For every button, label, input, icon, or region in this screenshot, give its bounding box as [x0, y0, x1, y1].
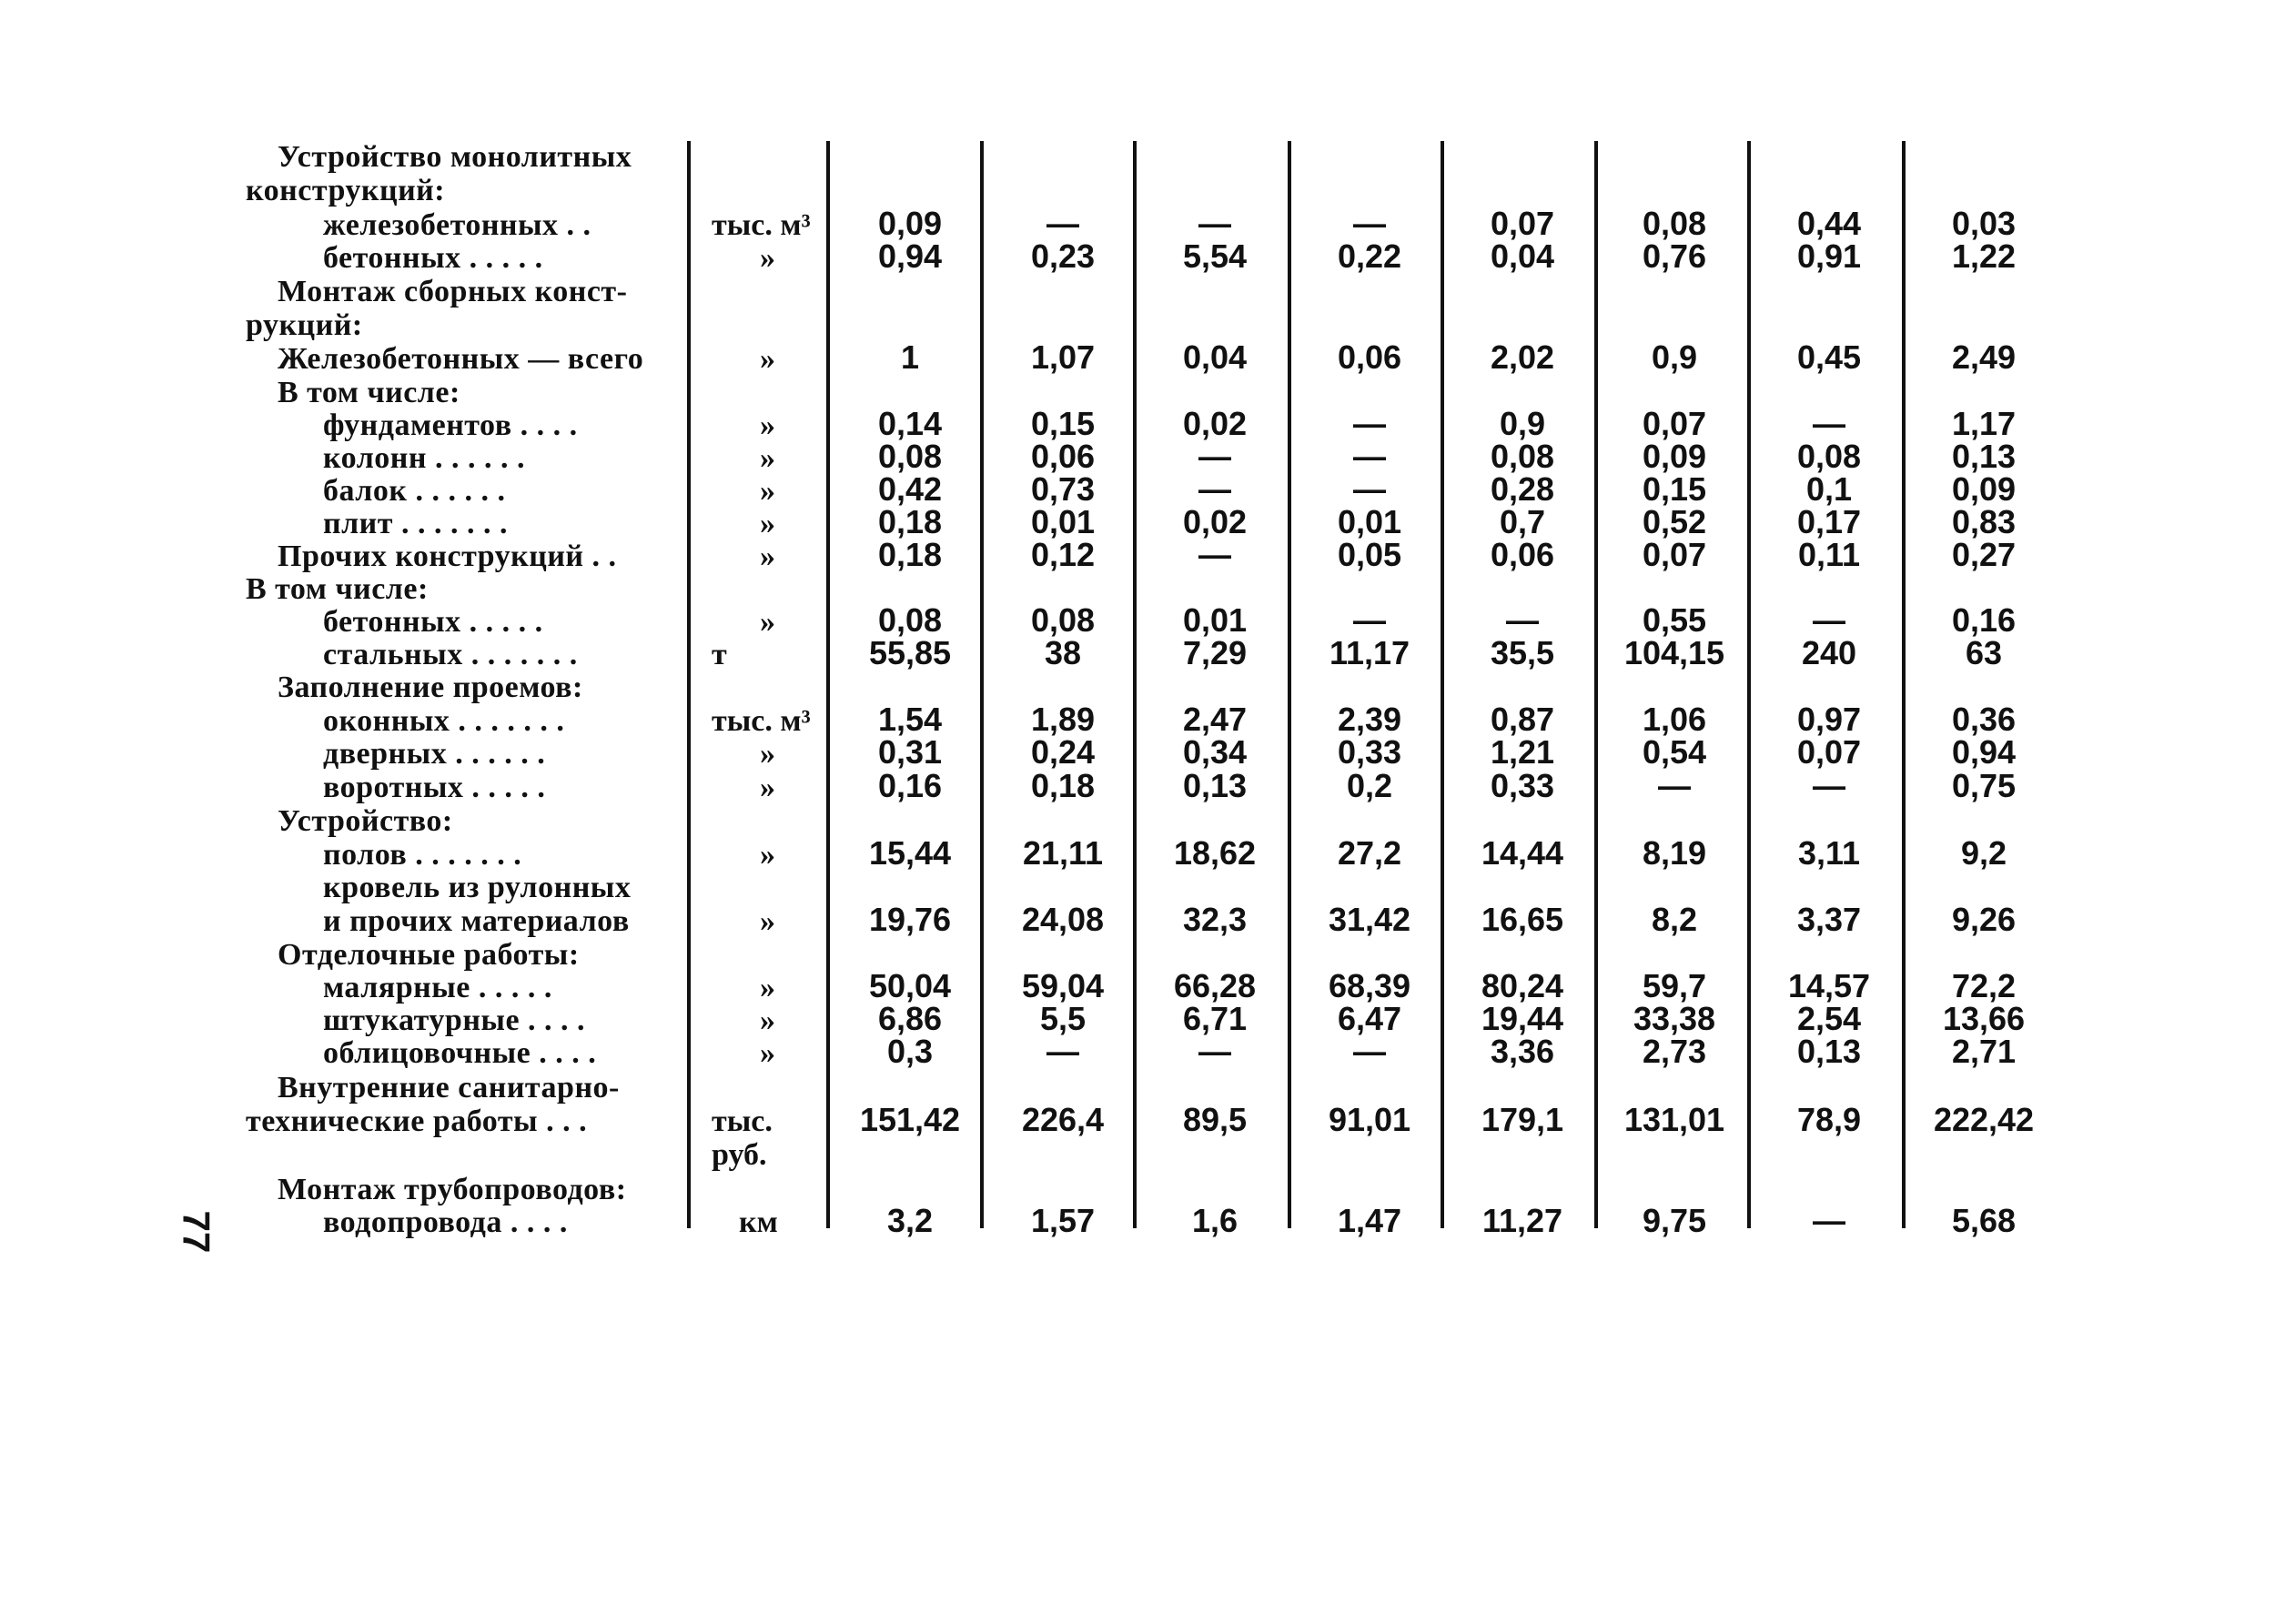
table-cell: 0,12	[1030, 536, 1096, 573]
table-cell: 0,04	[1182, 338, 1248, 376]
table-cell: 131,01	[1623, 1101, 1725, 1138]
table-cell: 1,17	[1951, 405, 2017, 442]
table-cell: 0,01	[1030, 503, 1096, 540]
table-cell: 0,55	[1642, 601, 1707, 639]
table-cell: 0,52	[1642, 503, 1707, 540]
table-cell: 63	[1965, 634, 2003, 671]
row-label: Прочих конструкций . .	[278, 540, 617, 573]
row-label: полов . . . . . . .	[323, 838, 522, 872]
table-cell: 6,86	[877, 1000, 943, 1037]
table-cell: 0,45	[1796, 338, 1862, 376]
table-cell: 19,76	[868, 901, 952, 938]
row-label: Монтаж трубопроводов:	[278, 1173, 627, 1206]
table-cell: 18,62	[1173, 834, 1257, 872]
table-cell: —	[1353, 470, 1386, 508]
table-cell: 9,2	[1960, 834, 2007, 872]
table-cell: 0,7	[1499, 503, 1546, 540]
table-cell: 13,66	[1942, 1000, 2026, 1037]
table-cell: —	[1353, 1033, 1386, 1070]
table-cell: 0,07	[1642, 536, 1707, 573]
table-cell: 89,5	[1182, 1101, 1248, 1138]
row-label: Внутренние санитарно-	[278, 1071, 620, 1105]
table-cell: 1,54	[877, 701, 943, 738]
row-label: дверных . . . . . .	[323, 737, 546, 771]
table-cell: 33,38	[1633, 1000, 1716, 1037]
table-cell: —	[1353, 438, 1386, 475]
table-cell: 0,08	[1642, 205, 1707, 242]
row-label: Железобетонных — всего	[278, 342, 644, 376]
row-unit: »	[760, 1004, 775, 1037]
table-cell: 0,9	[1499, 405, 1546, 442]
table-cell: 0,73	[1030, 470, 1096, 508]
table-cell: 0,02	[1182, 405, 1248, 442]
row-label: кровель из рулонных	[323, 871, 632, 904]
table-cell: 0,07	[1490, 205, 1555, 242]
row-unit: тыс. м³	[712, 208, 811, 242]
row-label: Устройство монолитных	[278, 140, 632, 174]
table-cell: 2,39	[1337, 701, 1402, 738]
table-cell: 0,94	[877, 237, 943, 275]
row-label: колонн . . . . . .	[323, 441, 525, 475]
table-cell: 0,08	[1796, 438, 1862, 475]
row-label: бетонных . . . . .	[323, 605, 543, 639]
table-cell: 6,71	[1182, 1000, 1248, 1037]
table-cell: 19,44	[1481, 1000, 1564, 1037]
table-cell: 2,54	[1796, 1000, 1862, 1037]
table-cell: 240	[1801, 634, 1857, 671]
column-divider	[1902, 141, 1906, 1228]
table-cell: —	[1198, 536, 1231, 573]
row-label: плит . . . . . . .	[323, 507, 508, 540]
table-cell: —	[1658, 767, 1691, 804]
table-cell: 8,19	[1642, 834, 1707, 872]
table-cell: 0,09	[877, 205, 943, 242]
row-unit: »	[760, 904, 775, 938]
table-cell: 5,54	[1182, 237, 1248, 275]
table-cell: —	[1198, 1033, 1231, 1070]
table-cell: 0,11	[1797, 536, 1861, 573]
row-label: и прочих материалов	[323, 904, 630, 938]
row-label: Отделочные работы:	[278, 938, 580, 972]
table-cell: 0,33	[1490, 767, 1555, 804]
table-cell: 0,44	[1796, 205, 1862, 242]
table-cell: 0,54	[1642, 733, 1707, 771]
table-cell: 50,04	[868, 967, 952, 1004]
table-cell: 0,09	[1951, 470, 2017, 508]
table-cell: 0,18	[877, 503, 943, 540]
table-cell: 0,97	[1796, 701, 1862, 738]
table-cell: 1,89	[1030, 701, 1096, 738]
table-cell: 21,11	[1022, 834, 1104, 872]
table-cell: 80,24	[1481, 967, 1564, 1004]
table-cell: 0,05	[1337, 536, 1402, 573]
column-divider	[687, 141, 691, 1228]
table-cell: 0,13	[1182, 767, 1248, 804]
row-label: В том числе:	[246, 572, 429, 606]
table-cell: —	[1198, 205, 1231, 242]
column-divider	[1288, 141, 1291, 1228]
table-cell: 16,65	[1481, 901, 1564, 938]
table-cell: 2,71	[1951, 1033, 2017, 1070]
table-cell: 0,15	[1030, 405, 1096, 442]
table-cell: —	[1046, 1033, 1079, 1070]
table-cell: 0,2	[1346, 767, 1393, 804]
table-cell: 27,2	[1337, 834, 1402, 872]
row-unit: »	[760, 441, 775, 475]
table-cell: 0,08	[877, 438, 943, 475]
table-cell: 151,42	[859, 1101, 961, 1138]
row-unit: »	[760, 838, 775, 872]
table-cell: —	[1198, 470, 1231, 508]
table-cell: 2,47	[1182, 701, 1248, 738]
table-cell: 59,7	[1642, 967, 1707, 1004]
table-cell: 0,31	[877, 733, 943, 771]
row-label: бетонных . . . . .	[323, 241, 543, 275]
table-cell: 0,34	[1182, 733, 1248, 771]
row-label: стальных . . . . . . .	[323, 638, 578, 671]
table-cell: 15,44	[868, 834, 952, 872]
row-unit: »	[760, 540, 775, 573]
table-cell: 104,15	[1623, 634, 1725, 671]
table-cell: 0,01	[1337, 503, 1402, 540]
table-cell: 78,9	[1796, 1101, 1862, 1138]
table-cell: —	[1813, 767, 1845, 804]
table-cell: 72,2	[1951, 967, 2017, 1004]
row-label: оконных . . . . . . .	[323, 704, 565, 738]
table-cell: 0,27	[1951, 536, 2017, 573]
table-cell: 0,07	[1642, 405, 1707, 442]
table-cell: 0,83	[1951, 503, 2017, 540]
row-unit: »	[760, 771, 775, 804]
table-cell: 55,85	[868, 634, 952, 671]
table-cell: 38	[1044, 634, 1082, 671]
row-label: штукатурные . . . .	[323, 1004, 586, 1037]
table-cell: —	[1813, 405, 1845, 442]
row-label: конструкций:	[246, 174, 446, 207]
table-cell: 0,08	[1030, 601, 1096, 639]
column-divider	[826, 141, 830, 1228]
table-cell: 226,4	[1021, 1101, 1105, 1138]
table-cell: 68,39	[1328, 967, 1411, 1004]
table-cell: 0,94	[1951, 733, 2017, 771]
table-cell: 0,06	[1030, 438, 1096, 475]
table-cell: —	[1813, 1202, 1845, 1239]
table-cell: —	[1506, 601, 1539, 639]
row-unit: км	[739, 1205, 778, 1239]
table-cell: 1,57	[1030, 1202, 1096, 1239]
table-cell: 59,04	[1021, 967, 1105, 1004]
row-label: В том числе:	[278, 376, 460, 409]
row-unit: »	[760, 342, 775, 376]
row-unit: »	[760, 605, 775, 639]
row-unit: »	[760, 507, 775, 540]
table-cell: 0,23	[1030, 237, 1096, 275]
table-cell: 0,13	[1951, 438, 2017, 475]
table-cell: 1,21	[1490, 733, 1555, 771]
row-unit: »	[760, 474, 775, 508]
table-cell: 5,5	[1039, 1000, 1087, 1037]
row-label: технические работы . . .	[246, 1105, 588, 1138]
table-cell: 1,06	[1642, 701, 1707, 738]
table-cell: 0,76	[1642, 237, 1707, 275]
table-cell: 24,08	[1021, 901, 1105, 938]
row-unit: »	[760, 1036, 775, 1070]
table-cell: 0,24	[1030, 733, 1096, 771]
table-cell: 9,75	[1642, 1202, 1707, 1239]
table-cell: 3,37	[1796, 901, 1862, 938]
row-label: балок . . . . . .	[323, 474, 506, 508]
table-cell: —	[1353, 601, 1386, 639]
table-cell: 35,5	[1490, 634, 1555, 671]
table-cell: 0,08	[1490, 438, 1555, 475]
table-cell: 1,22	[1951, 237, 2017, 275]
table-cell: 0,75	[1951, 767, 2017, 804]
table-cell: 11,17	[1329, 634, 1410, 671]
row-label: малярные . . . . .	[323, 971, 552, 1004]
table-cell: 0,42	[877, 470, 943, 508]
table-cell: 0,14	[877, 405, 943, 442]
table-cell: 0,04	[1490, 237, 1555, 275]
table-cell: 0,08	[877, 601, 943, 639]
row-label: фундаментов . . . .	[323, 409, 578, 442]
table-cell: 32,3	[1182, 901, 1248, 938]
table-cell: 0,17	[1796, 503, 1862, 540]
table-cell: 9,26	[1951, 901, 2017, 938]
table-cell: 222,42	[1933, 1101, 2035, 1138]
table-cell: 179,1	[1481, 1101, 1564, 1138]
table-cell: 1,6	[1191, 1202, 1238, 1239]
table-cell: 7,29	[1182, 634, 1248, 671]
table-cell: —	[1046, 205, 1079, 242]
table-cell: 3,2	[886, 1202, 934, 1239]
table-cell: 0,36	[1951, 701, 2017, 738]
table-cell: 11,27	[1481, 1202, 1563, 1239]
page-number: 77	[175, 1210, 218, 1254]
table-cell: 6,47	[1337, 1000, 1402, 1037]
row-label: воротных . . . . .	[323, 771, 546, 804]
table-cell: 0,09	[1642, 438, 1707, 475]
table-cell: 0,22	[1337, 237, 1402, 275]
table-cell: —	[1813, 601, 1845, 639]
row-label: водопровода . . . .	[323, 1205, 568, 1239]
table-cell: 0,3	[886, 1033, 934, 1070]
row-unit: тыс.	[712, 1105, 773, 1138]
table-cell: 31,42	[1328, 901, 1411, 938]
table-cell: 1,07	[1030, 338, 1096, 376]
table-cell: 0,91	[1796, 237, 1862, 275]
table-cell: 0,07	[1796, 733, 1862, 771]
row-unit: руб.	[712, 1138, 767, 1172]
column-divider	[1747, 141, 1751, 1228]
table-cell: 0,33	[1337, 733, 1402, 771]
table-cell: 5,68	[1951, 1202, 2017, 1239]
table-cell: 1,47	[1337, 1202, 1402, 1239]
table-cell: —	[1353, 405, 1386, 442]
table-cell: 0,06	[1490, 536, 1555, 573]
row-label: облицовочные . . . .	[323, 1036, 597, 1070]
table-cell: 8,2	[1651, 901, 1698, 938]
table-cell: 0,06	[1337, 338, 1402, 376]
table-cell: 66,28	[1173, 967, 1257, 1004]
row-label: Монтаж сборных конст-	[278, 275, 628, 308]
table-cell: 0,9	[1651, 338, 1698, 376]
row-label: железобетонных . .	[323, 208, 591, 242]
row-unit: т	[712, 638, 727, 671]
row-label: Устройство:	[278, 804, 453, 838]
row-unit: »	[760, 737, 775, 771]
table-cell: 0,15	[1642, 470, 1707, 508]
table-cell: 3,11	[1797, 834, 1861, 872]
table-cell: 0,1	[1805, 470, 1853, 508]
row-unit: »	[760, 241, 775, 275]
table-cell: 2,02	[1490, 338, 1555, 376]
row-unit: »	[760, 409, 775, 442]
row-label: Заполнение проемов:	[278, 671, 583, 704]
table-cell: 3,36	[1490, 1033, 1555, 1070]
table-cell: 0,01	[1182, 601, 1248, 639]
table-cell: 14,44	[1481, 834, 1564, 872]
table-cell: 0,16	[1951, 601, 2017, 639]
table-cell: 0,03	[1951, 205, 2017, 242]
table-cell: 1	[900, 338, 920, 376]
table-cell: 0,28	[1490, 470, 1555, 508]
table-cell: 0,13	[1796, 1033, 1862, 1070]
table-cell: 14,57	[1787, 967, 1871, 1004]
table-cell: 2,49	[1951, 338, 2017, 376]
table-cell: 0,16	[877, 767, 943, 804]
table-cell: 91,01	[1328, 1101, 1411, 1138]
table-cell: 0,02	[1182, 503, 1248, 540]
row-unit: тыс. м³	[712, 704, 811, 738]
table-cell: —	[1353, 205, 1386, 242]
table-cell: 2,73	[1642, 1033, 1707, 1070]
table-cell: 0,87	[1490, 701, 1555, 738]
table-cell: —	[1198, 438, 1231, 475]
row-label: рукций:	[246, 308, 363, 342]
row-unit: »	[760, 971, 775, 1004]
table-cell: 0,18	[1030, 767, 1096, 804]
table-cell: 0,18	[877, 536, 943, 573]
